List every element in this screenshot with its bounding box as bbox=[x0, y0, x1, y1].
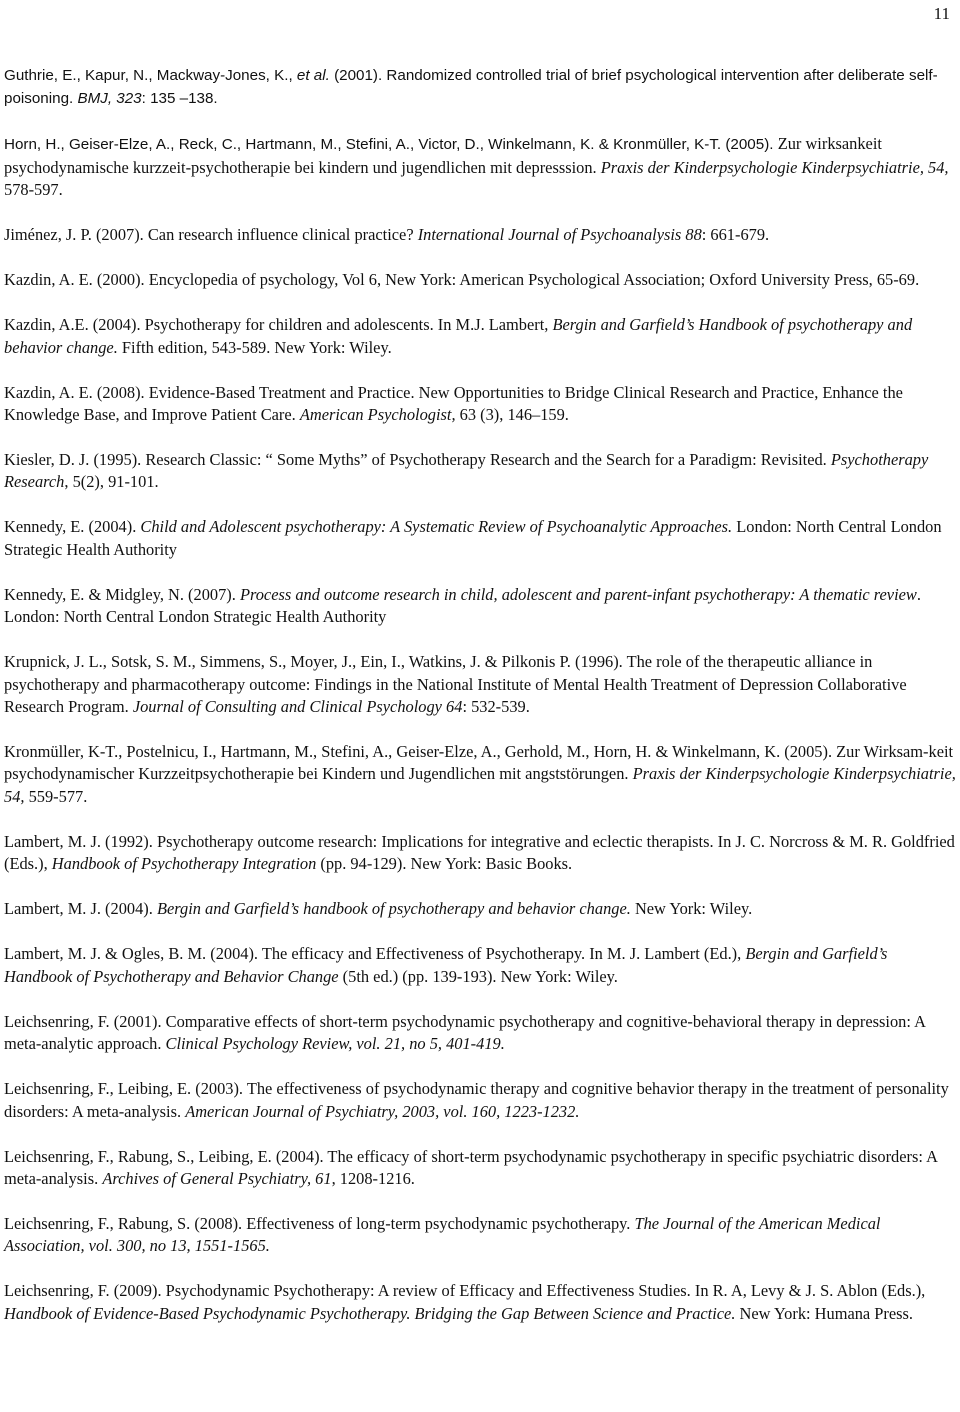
reference-entry bbox=[4, 1213, 956, 1258]
reference-italic-text: Process and outcome research in child, adolescent and parent-infant psychotherapy: A thematic review bbox=[239, 584, 917, 604]
reference-text: New York: Wiley. bbox=[630, 899, 753, 919]
reference-text: : 135 –138. bbox=[141, 90, 218, 108]
reference-italic-text: The Journal of the American Medical Association, vol. 300, no 13, 1551-1565. bbox=[4, 1213, 881, 1256]
reference-text: , 1208-1216. bbox=[331, 1168, 415, 1188]
reference-entry bbox=[4, 741, 956, 808]
reference-entry bbox=[4, 1146, 956, 1191]
reference-entry bbox=[4, 314, 956, 359]
reference-text: , 5(2), 91-101. bbox=[64, 472, 159, 492]
reference-italic-text: Archives of General Psychiatry, 61 bbox=[102, 1168, 332, 1188]
reference-italic-text: et al. bbox=[296, 67, 330, 84]
reference-italic-text: Psychotherapy Research bbox=[4, 450, 929, 492]
reference-entry bbox=[4, 898, 956, 920]
page-number: 11 bbox=[933, 4, 950, 23]
reference-text: Kazdin, A. E. (2008). Evidence-Based Treatment and Practice. New Opportunities to Bridge Clinical Research and Practice, Enhance the Knowledge Base, and Improve Patient Care. bbox=[4, 382, 903, 425]
reference-entry bbox=[4, 224, 956, 246]
reference-text: Kiesler, D. J. (1995). Research Classic: “ Some Myths” of Psychotherapy Research and the Search for a Paradigm: Revisited. bbox=[4, 450, 831, 470]
reference-entry bbox=[4, 449, 956, 494]
reference-text: 559-577. bbox=[24, 786, 88, 806]
reference-entry bbox=[4, 831, 956, 876]
reference-italic-text: Clinical Psychology Review, vol. 21, no 5, 401-419. bbox=[165, 1034, 505, 1054]
reference-italic-text: American Psychologist, bbox=[299, 405, 456, 425]
reference-text: New York: Humana Press. bbox=[735, 1303, 913, 1323]
reference-italic-text: Bergin and Garfield’s handbook of psychotherapy and behavior change. bbox=[156, 899, 631, 919]
reference-text: 63 (3), 146–159. bbox=[455, 405, 569, 425]
reference-text: . London: North Central London Strategic Health Authority bbox=[4, 584, 921, 627]
reference-text: Leichsenring, F., Leibing, E. (2003). The effectiveness of psychodynamic therapy and cognitive behavior therapy in the treatment of personality disorders: A meta-analysis. bbox=[4, 1079, 949, 1121]
reference-entry bbox=[4, 1280, 956, 1325]
reference-text: Kennedy, E. (2004). bbox=[4, 517, 141, 537]
reference-entry bbox=[4, 1011, 956, 1056]
reference-text: Guthrie, E., Kapur, N., Mackway-Jones, K., bbox=[4, 67, 297, 84]
reference-italic-text: Child and Adolescent psychotherapy: A Systematic Review of Psychoanalytic Approaches. bbox=[140, 517, 733, 537]
reference-italic-text: BMJ, 323 bbox=[77, 90, 142, 108]
reference-entry bbox=[4, 64, 956, 111]
reference-italic-text: American Journal of Psychiatry, 2003, vol. 160, 1223-1232. bbox=[185, 1101, 580, 1121]
reference-text: Fifth edition, 543-589. New York: Wiley. bbox=[117, 337, 392, 357]
reference-text: London: North Central London Strategic Health Authority bbox=[4, 517, 942, 559]
reference-text: Kazdin, A. E. (2000). Encyclopedia of psychology, Vol 6, New York: American Psychological Association; Oxford University Press, 65-69. bbox=[4, 270, 920, 290]
reference-entry bbox=[4, 651, 956, 718]
reference-entry bbox=[4, 584, 956, 629]
reference-text: Lambert, M. J. (1992). Psychotherapy outcome research: Implications for integrative and eclectic therapists. In J. C. Norcross & M. R. Goldfried (Eds.), bbox=[4, 831, 955, 874]
reference-list bbox=[4, 64, 956, 1348]
reference-text: Kazdin, A.E. (2004). Psychotherapy for children and adolescents. In M.J. Lambert, bbox=[4, 315, 553, 335]
reference-text: (5th ed.) (pp. 139-193). New York: Wiley. bbox=[338, 966, 618, 986]
reference-entry bbox=[4, 133, 956, 201]
reference-text: Horn, H., Geiser-Elze, A., Reck, C., Hartmann, M., Stefini, A., Victor, D., Winkelmann, K. & Kronmüller, K-T. (2005). bbox=[4, 136, 778, 154]
reference-entry bbox=[4, 943, 956, 988]
reference-text: Kennedy, E. & Midgley, N. (2007). bbox=[4, 584, 240, 604]
reference-text: Jiménez, J. P. (2007). Can research influence clinical practice? bbox=[4, 225, 418, 245]
reference-text: : 661-679. bbox=[701, 225, 770, 245]
reference-italic-text: International Journal of Psychoanalysis 88 bbox=[417, 225, 702, 245]
reference-italic-text: Handbook of Evidence-Based Psychodynamic Psychotherapy. Bridging the Gap Between Science and Practice. bbox=[4, 1303, 736, 1323]
reference-entry bbox=[4, 1078, 956, 1123]
reference-text: Zur wirksankeit psychodynamische kurzzeit-psychotherapie bei kindern und jugendlichen mit depresssion. bbox=[4, 134, 882, 177]
reference-italic-text: Journal of Consulting and Clinical Psychology 64 bbox=[132, 697, 463, 717]
reference-text: Leichsenring, F. (2001). Comparative effects of short-term psychodynamic psychotherapy and cognitive-behavioral therapy in depression: A meta-analytic approach. bbox=[4, 1011, 926, 1054]
reference-text: : 532-539. bbox=[462, 697, 530, 717]
reference-italic-text: Praxis der Kinderpsychologie Kinderpsychiatrie, 54, bbox=[4, 764, 956, 806]
reference-italic-text: Bergin and Garfield’s Handbook of psychotherapy and behavior change. bbox=[4, 315, 913, 357]
reference-text: Leichsenring, F. (2009). Psychodynamic Psychotherapy: A review of Efficacy and Effectiveness Studies. In R. A, Levy & J. S. Ablon (Eds.), bbox=[4, 1281, 926, 1301]
reference-text: 578-597. bbox=[4, 180, 63, 200]
reference-entry bbox=[4, 516, 956, 561]
reference-italic-text: Bergin and Garfield’s Handbook of Psychotherapy and Behavior Change bbox=[4, 944, 888, 986]
reference-italic-text: Praxis der Kinderpsychologie Kinderpsychiatrie, 54, bbox=[600, 157, 949, 177]
reference-text: (pp. 94-129). New York: Basic Books. bbox=[316, 854, 573, 874]
reference-text: Krupnick, J. L., Sotsk, S. M., Simmens, S., Moyer, J., Ein, I., Watkins, J. & Pilkonis P. (1996). The role of the therapeutic alliance in psychotherapy and pharmacotherapy outcome: Findings in the National Institute of Mental Health Treatment of Depression Collaborative Research Program. bbox=[4, 652, 907, 717]
reference-entry bbox=[4, 382, 956, 427]
reference-text: Leichsenring, F., Rabung, S., Leibing, E. (2004). The efficacy of short-term psychodynamic psychotherapy in specific psychiatric disorders: A meta-analysis. bbox=[4, 1146, 938, 1188]
reference-entry bbox=[4, 269, 956, 291]
reference-text: Leichsenring, F., Rabung, S. (2008). Effectiveness of long-term psychodynamic psychotherapy. bbox=[4, 1213, 635, 1233]
reference-italic-text: Handbook of Psychotherapy Integration bbox=[51, 854, 317, 874]
reference-text: Lambert, M. J. & Ogles, B. M. (2004). The efficacy and Effectiveness of Psychotherapy. In M. J. Lambert (Ed.), bbox=[4, 944, 746, 964]
reference-text: Lambert, M. J. (2004). bbox=[4, 899, 157, 919]
reference-text: (2001). Randomized controlled trial of brief psychological intervention after deliberate self-poisoning. bbox=[4, 67, 938, 108]
reference-text: Kronmüller, K-T., Postelnicu, I., Hartmann, M., Stefini, A., Geiser-Elze, A., Gerhold, M., Horn, H. & Winkelmann, K. (2005). Zur Wirksam-keit psychodynamischer Kurzzeitpsychotherapie bei Kindern und Jugendlichen mit angststörungen. bbox=[4, 742, 954, 784]
